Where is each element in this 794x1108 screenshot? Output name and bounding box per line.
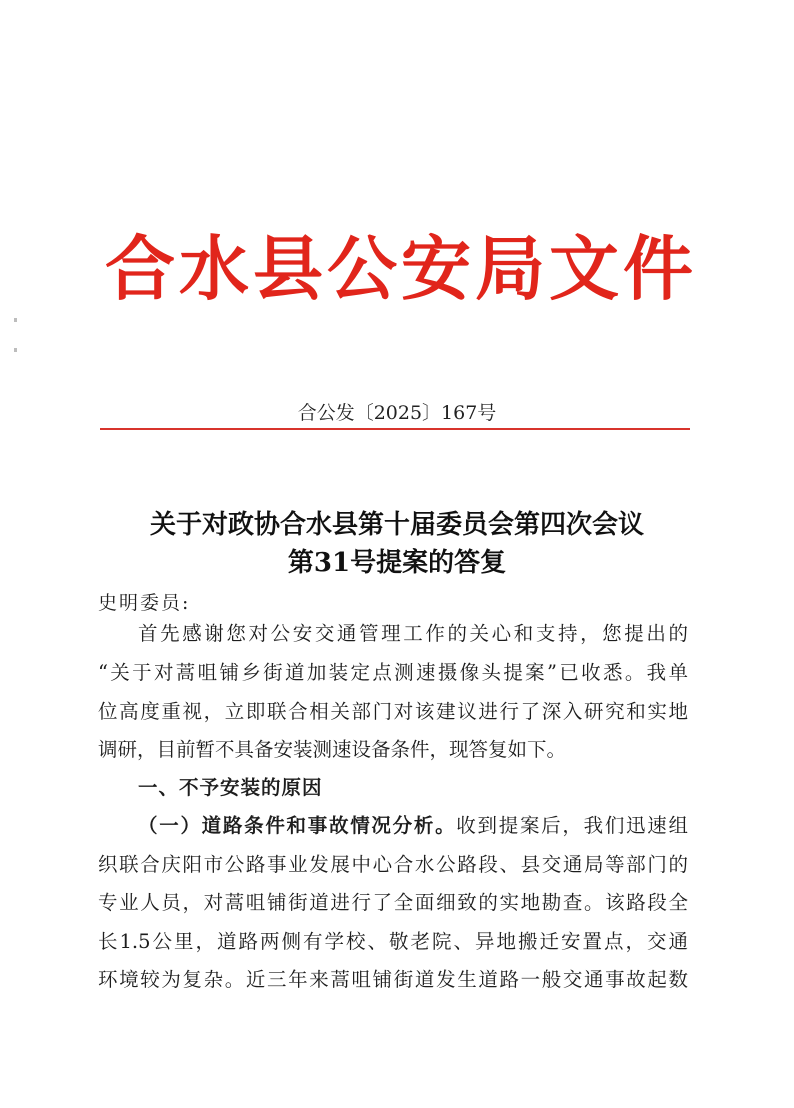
section1-heading: 一、不予安装的原因: [138, 776, 323, 799]
paragraph2-line2: 织联合庆阳市公路事业发展中心合水公路段、县交通局等部门的: [98, 853, 688, 876]
paragraph2-line1-rest: 收到提案后，我们迅速组: [456, 814, 688, 837]
document-title-line1: 关于对政协合水县第十届委员会第四次会议: [149, 510, 644, 540]
document-banner: 合水县公安局文件: [105, 226, 697, 310]
scan-mark: [14, 318, 17, 322]
paragraph1-line4: 调研，目前暂不具备安装测速设备条件，现答复如下。: [98, 738, 567, 761]
paragraph2-line4: 长1.5公里，道路两侧有学校、敬老院、异地搬迁安置点，交通: [98, 930, 688, 953]
salutation: 史明委员:: [98, 592, 191, 614]
red-divider: [100, 428, 690, 430]
paragraph2-line1: [138, 812, 688, 840]
paragraph2-line3: 专业人员，对蒿咀铺街道进行了全面细致的实地勘查。该路段全: [98, 891, 688, 914]
paragraph1-line1: 首先感谢您对公安交通管理工作的关心和支持，您提出的: [138, 622, 688, 645]
document-title-line2: 第31号提案的答复: [287, 548, 507, 578]
paragraph2-line5: 环境较为复杂。近三年来蒿咀铺街道发生道路一般交通事故起数: [98, 968, 688, 991]
paragraph2-lead: （一）道路条件和事故情况分析。: [138, 814, 457, 837]
paragraph1-line2: “关于对蒿咀铺乡街道加装定点测速摄像头提案”已收悉。我单: [98, 661, 688, 684]
document-number: 合公发〔2025〕167号: [297, 402, 497, 424]
scan-mark: [14, 348, 17, 352]
bleed-through-text: [100, 130, 700, 155]
paragraph1-line3: 位高度重视，立即联合相关部门对该建议进行了深入研究和实地: [98, 700, 688, 723]
